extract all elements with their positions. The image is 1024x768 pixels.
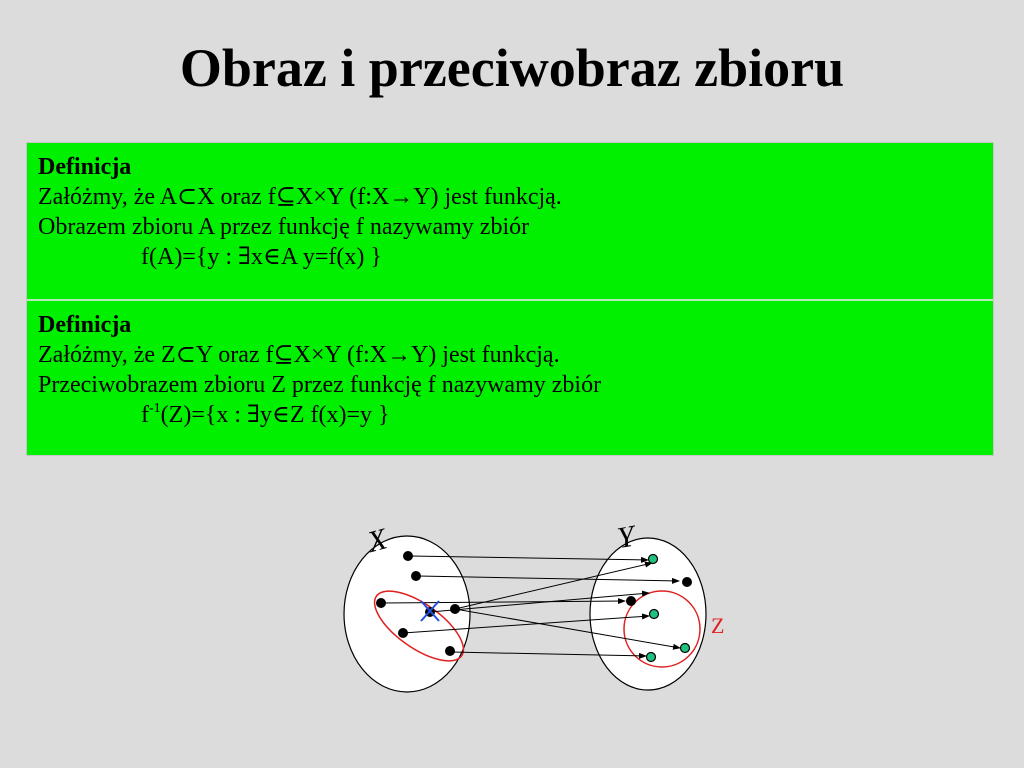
image-formula: f(A)={y : ∃x∈A y=f(x) } <box>141 244 382 270</box>
preimage-definition <box>27 299 993 455</box>
domain-point <box>411 571 421 581</box>
codomain-point <box>649 555 658 564</box>
definition-statement: Przeciwobrazem zbioru Z przez funkcję f nazywamy zbiór <box>38 372 602 398</box>
subset-z-label: Z <box>711 613 725 638</box>
domain-point <box>376 598 386 608</box>
formula-function-symbol: f <box>141 402 149 428</box>
codomain-set-y <box>590 538 706 690</box>
definition-assumption: Załóżmy, że A⊂X oraz f⊆X×Y (f:X→Y) jest funkcją. <box>38 184 562 210</box>
definitions-box <box>26 142 994 456</box>
codomain-point <box>647 653 656 662</box>
mapping-diagram <box>330 515 750 700</box>
definition-assumption: Załóżmy, że Z⊂Y oraz f⊆X×Y (f:X→Y) jest funkcją. <box>38 342 560 368</box>
definition-heading: Definicja <box>38 312 132 338</box>
definition-statement: Obrazem zbioru A przez funkcję f nazywamy zbiór <box>38 214 530 240</box>
image-definition <box>27 143 993 299</box>
definition-heading: Definicja <box>38 154 132 180</box>
codomain-point <box>650 610 659 619</box>
codomain-label: Y <box>614 519 637 556</box>
codomain-point <box>681 644 690 653</box>
preimage-formula <box>38 400 982 430</box>
slide-title: Obraz i przeciwobraz zbioru <box>179 38 845 98</box>
codomain-point <box>626 596 636 606</box>
domain-point <box>403 551 413 561</box>
formula-inverse-exponent: -1 <box>149 401 161 416</box>
domain-point <box>445 646 455 656</box>
domain-point <box>450 604 460 614</box>
codomain-point <box>682 577 692 587</box>
domain-point <box>398 628 408 638</box>
domain-label: X <box>364 522 391 560</box>
formula-set-expression: (Z)={x : ∃y∈Z f(x)=y } <box>160 402 390 428</box>
